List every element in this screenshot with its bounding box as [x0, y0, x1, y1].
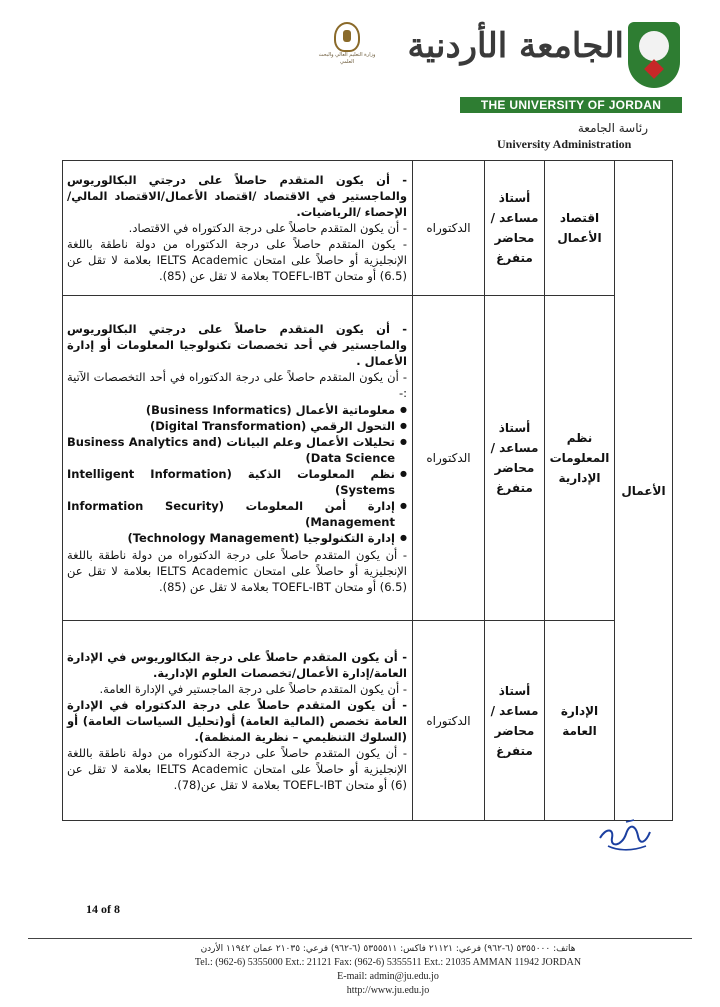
conditions-cell — [63, 161, 413, 296]
rank-cell: أستاذ مساعد / محاضر متفرغ — [485, 621, 545, 821]
condition-text: - أن يكون المتقدم حاصلاً على درجة الدكتوراه من دولة ناطقة باللغة الإنجليزية أو حاصلاً على امتحان IELTS Academic بعلامة لا تقل عن (6) أو متحان TOEFL-IBT بعلامة لا تقل عن(78). — [67, 745, 408, 792]
list-item: ● إدارة أمن المعلومات (Information Security Management) — [67, 498, 407, 530]
table-row — [63, 161, 673, 296]
major-cell: الإدارة العامة — [545, 621, 615, 821]
page-number: 14 of 8 — [86, 902, 120, 916]
footer-divider — [28, 938, 692, 939]
rank-cell: أستاذ مساعد / محاضر متفرغ — [485, 161, 545, 296]
footer-contact-arabic: هاتف: ٥٣٥٥٠٠٠ (٦-٩٦٢) فرعي: ٢١١٢١ فاكس: ٥٣٥٥٥١١ (٦-٩٦٢) فرعي: ٢١٠٣٥ عمان ١١٩٤٢ الأردن — [200, 944, 576, 954]
footer-contact-english: Tel.: (962-6) 5355000 Ext.: 21121 Fax: (962-6) 5355511 Ext.: 21035 AMMAN 11942 JORDAN — [194, 957, 582, 968]
college-cell: الأعمال — [615, 161, 673, 821]
specialization-list — [67, 402, 407, 546]
table-row — [63, 296, 673, 621]
condition-text: - أن يكون المتقدم حاصلاً على درجتي البكالوريوس والماجستير في الاقتصاد /اقتصاد الأعمال/الاقتصاد المالي/الإحصاء /الرياضيات. — [67, 173, 407, 219]
list-item: ● التحول الرقمي (Digital Transformation) — [67, 418, 407, 434]
list-item: ● إدارة التكنولوجيا (Technology Management) — [67, 530, 407, 546]
major-cell: نظم المعلومات الإدارية — [545, 296, 615, 621]
degree-cell: الدكتوراه — [413, 296, 485, 621]
footer-website-link[interactable]: http://www.ju.edu.jo — [346, 985, 430, 996]
conditions-cell — [63, 621, 413, 821]
condition-text: - أن يكون المتقدم حاصلاً على درجة الماجستير في الإدارة العامة. — [99, 681, 407, 696]
requirements-table-wrapper — [62, 160, 672, 820]
table-row — [63, 621, 673, 821]
ministry-seal-text: وزارة التعليم العالي والبحث العلمي — [318, 52, 376, 65]
university-name-english: THE UNIVERSITY OF JORDAN — [460, 97, 682, 113]
list-item: ● تحليلات الأعمال وعلم البيانات (Business Analytics and Data Science) — [67, 434, 407, 466]
conditions-cell — [63, 296, 413, 621]
footer-email-link[interactable]: E-mail: admin@ju.edu.jo — [337, 971, 439, 982]
major-cell: اقتصاد الأعمال — [545, 161, 615, 296]
degree-cell: الدكتوراه — [413, 161, 485, 296]
administration-english: University Administration — [497, 137, 632, 151]
ministry-emblem-icon — [334, 22, 360, 52]
condition-text: - يكون المتقدم حاصلاً على درجة الدكتوراه من دولة ناطقة باللغة الإنجليزية أو حاصلاً على امتحان IELTS Academic بعلامة لا تقل عن (6.5) أو متحان TOEFL-IBT بعلامة لا تقل عن (85). — [67, 237, 408, 283]
signature-icon — [596, 816, 652, 856]
condition-text: - أن يكون المتقدم حاصلاً على درجة البكالوريوس في الإدارة العامة/إدارة الأعمال/تخصصات العلوم الإدارية. — [67, 649, 407, 680]
rank-cell: أستاذ مساعد / محاضر متفرغ — [485, 296, 545, 621]
university-name-arabic: الجامعة الأردنية — [407, 26, 624, 66]
condition-text: - أن يكون المتقدم حاصلاً على درجة الدكتوراه في أحد التخصصات الآتية :- — [67, 370, 407, 400]
degree-cell: الدكتوراه — [413, 621, 485, 821]
list-item: ● نظم المعلومات الذكية (Intelligent Information Systems) — [67, 466, 407, 498]
administration-arabic: رئاسة الجامعة — [577, 121, 648, 135]
condition-text: - أن يكون المتقدم حاصلاً على درجة الدكتوراه في الإدارة العامة تخصص (المالية العامة) أو(تحليل السياسات العامة) أو (السلوك التنظيمي – نظرية المنظمة). — [67, 697, 407, 744]
university-crest-icon — [628, 22, 680, 88]
condition-text: - أن يكون المتقدم حاصلاً على درجة الدكتوراه في الاقتصاد. — [128, 221, 407, 235]
condition-text: - أن يكون المتقدم حاصلاً على درجة الدكتوراه من دولة ناطقة باللغة الإنجليزية أو حاصلاً على امتحان IELTS Academic بعلامة لا تقل عن (6.5) أو متحان TOEFL-IBT بعلامة لا تقل عن (85). — [67, 548, 408, 594]
condition-text: - أن يكون المتقدم حاصلاً على درجتي البكالوريوس والماجستير في أحد تخصصات تكنولوجيا المعلومات أو إدارة الأعمال . — [67, 322, 407, 368]
requirements-table — [62, 160, 673, 821]
ministry-seal-logo — [318, 22, 376, 84]
list-item: ● معلوماتية الأعمال (Business Informatics) — [67, 402, 407, 418]
